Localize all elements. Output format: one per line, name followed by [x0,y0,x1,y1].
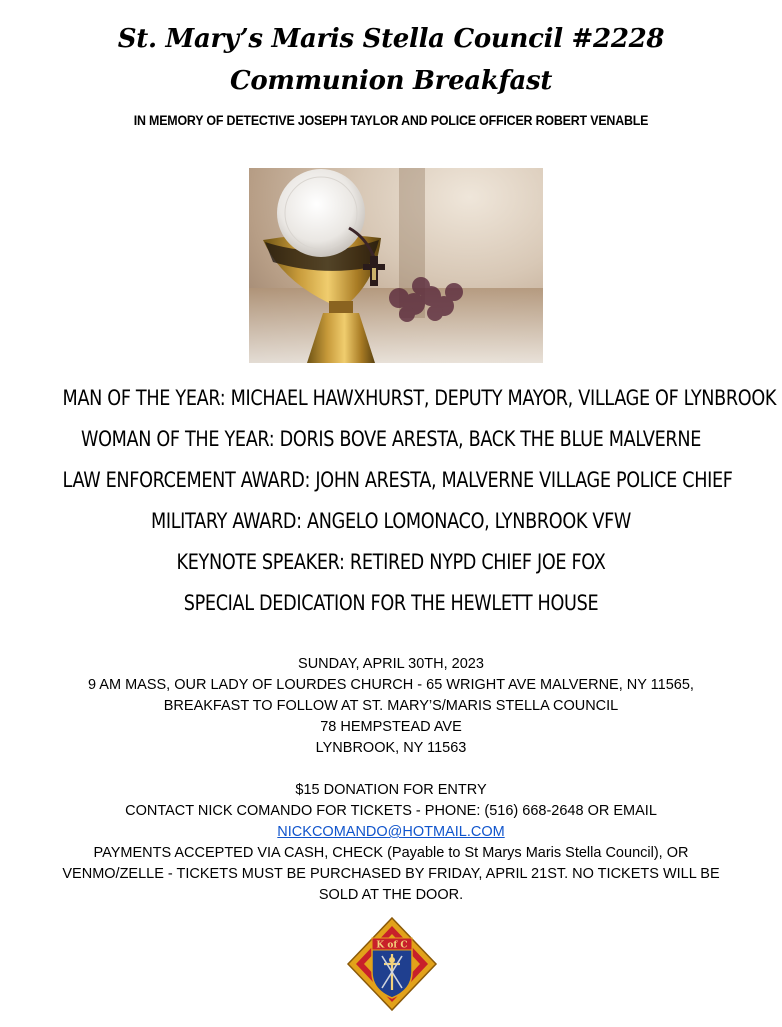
memorial-dedication: IN MEMORY OF DETECTIVE JOSEPH TAYLOR AND POLICE OFFICER ROBERT VENABLE [133,113,649,128]
contact-email-link[interactable]: NICKCOMANDO@HOTMAIL.COM [277,824,505,840]
address-city: LYNBROOK, NY 11563 [315,740,467,756]
award-law-enforcement: LAW ENFORCEMENT AWARD: JOHN ARESTA, MALVERNE VILLAGE POLICE CHIEF [62,468,733,492]
awards-list [0,378,782,624]
special-dedication: SPECIAL DEDICATION FOR THE HEWLETT HOUSE [183,591,599,615]
ticket-contact: CONTACT NICK COMANDO FOR TICKETS - PHONE: (516) 668-2648 OR EMAIL [125,803,657,819]
address-street: 78 HEMPSTEAD AVE [320,719,462,735]
payment-info-line-2: VENMO/ZELLE - TICKETS MUST BE PURCHASED BY FRIDAY, APRIL 21ST. NO TICKETS WILL BE [62,866,720,882]
award-woman-of-the-year: WOMAN OF THE YEAR: DORIS BOVE ARESTA, BACK THE BLUE MALVERNE [80,427,702,451]
knights-of-columbus-emblem-icon [346,916,438,1012]
donation-amount: $15 DONATION FOR ENTRY [295,782,487,798]
page-title: St. Mary’s Maris Stella Council #2228 Communion Breakfast [117,24,665,96]
event-details [0,654,782,906]
payment-info-line-3: SOLD AT THE DOOR. [318,887,464,903]
spacer [0,759,782,780]
event-date: SUNDAY, APRIL 30TH, 2023 [298,656,484,672]
payment-info-line-1: PAYMENTS ACCEPTED VIA CASH, CHECK (Payable to St Marys Maris Stella Council), OR [93,845,689,861]
keynote-speaker: KEYNOTE SPEAKER: RETIRED NYPD CHIEF JOE FOX [176,550,606,574]
mass-location: 9 AM MASS, OUR LADY OF LOURDES CHURCH - 65 WRIGHT AVE MALVERNE, NY 11565, [88,677,694,693]
award-man-of-the-year: MAN OF THE YEAR: MICHAEL HAWXHURST, DEPUTY MAYOR, VILLAGE OF LYNBROOK [62,386,777,410]
svg-text:K of C: K of C [376,940,408,951]
breakfast-location: BREAKFAST TO FOLLOW AT ST. MARY’S/MARIS STELLA COUNCIL [163,698,619,714]
award-military: MILITARY AWARD: ANGELO LOMONACO, LYNBROOK VFW [150,509,632,533]
chalice-host-photo [249,168,543,363]
